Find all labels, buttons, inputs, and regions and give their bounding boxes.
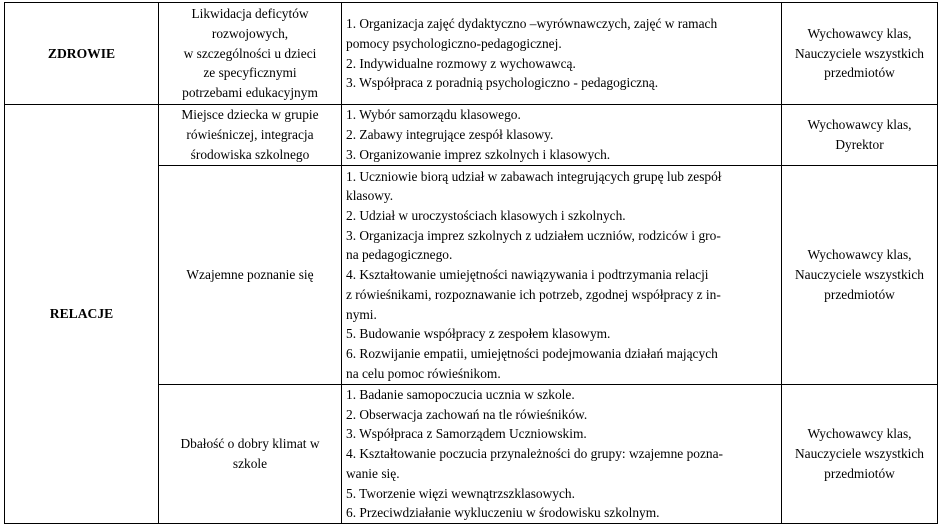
task-item (346, 145, 777, 165)
task-line: na celu pomoc rówieśnikom. (346, 365, 501, 381)
goal-cell (159, 3, 342, 105)
task-line: 2. Zabawy integrujące zespół klasowy. (346, 127, 554, 143)
task-item (346, 324, 777, 344)
tasks-cell (342, 3, 782, 105)
responsible-cell (782, 166, 938, 385)
task-item (346, 484, 777, 504)
responsible-cell (782, 3, 938, 105)
cell-line: Wychowawcy klas, (807, 426, 912, 442)
task-line: 1. Badanie samopoczucia ucznia w szkole. (346, 387, 575, 402)
task-line: 2. Obserwacja zachowań na tle rówieśników. (346, 406, 588, 422)
task-line: 5. Budowanie współpracy z zespołem klasowym. (346, 326, 611, 342)
cell-line: Wychowawcy klas, (807, 117, 912, 133)
cell-line: Wychowawcy klas, (807, 247, 912, 263)
goal-cell (159, 385, 342, 524)
plan-table (4, 2, 938, 524)
task-item (346, 14, 777, 53)
task-line: 5. Tworzenie więzi wewnątrzszklasowych. (346, 485, 575, 501)
table-row (5, 105, 938, 166)
goal-cell (159, 166, 342, 385)
cell-line: przedmiotów (824, 465, 895, 481)
cell-line: Miejsce dziecka w grupie (181, 107, 319, 123)
task-item (346, 167, 777, 206)
tasks-cell (342, 385, 782, 524)
task-line: pomocy psychologiczno-pedagogicznej. (346, 35, 562, 51)
task-line: 2. Udział w uroczystościach klasowych i szkolnych. (346, 208, 626, 224)
task-line: 1. Organizacja zajęć dydaktyczno –wyrównawczych, zajęć w ramach (346, 16, 718, 32)
responsible-cell (782, 105, 938, 166)
task-line: 3. Organizacja imprez szkolnych z udziałem uczniów, rodziców i gro- (346, 227, 721, 243)
cell-line: Dbałość o dobry klimat w (180, 436, 320, 452)
task-item (346, 125, 777, 145)
task-item (346, 265, 777, 324)
task-line: 3. Współpraca z poradnią psychologiczno - pedagogiczną. (346, 75, 659, 91)
tasks-cell (342, 105, 782, 166)
cell-line: rówieśniczej, integracja (186, 127, 314, 143)
task-item (346, 503, 777, 523)
task-line: klasowy. (346, 188, 394, 204)
task-line: z rówieśnikami, rozpoznawanie ich potrzeb, zgodnej współpracy z in- (346, 286, 721, 302)
task-line: 1. Wybór samorządu klasowego. (346, 107, 521, 123)
task-line: wanie się. (346, 465, 400, 481)
cell-line: Dyrektor (835, 137, 884, 152)
task-item (346, 226, 777, 265)
responsible-cell (782, 385, 938, 524)
task-line: 6. Przeciwdziałanie wykluczeniu w środowisku szkolnym. (346, 505, 660, 521)
task-item (346, 424, 777, 444)
cell-line: Nauczyciele wszystkich (794, 446, 925, 462)
task-line: nymi. (346, 306, 377, 322)
cell-line: Likwidacja deficytów (191, 6, 309, 22)
task-line: 4. Kształtowanie umiejętności nawiązywania i podtrzymania relacji (346, 267, 709, 283)
task-line: 4. Kształtowanie poczucia przynależności do grupy: wzajemne pozna- (346, 446, 724, 462)
tasks-cell (342, 166, 782, 385)
cell-line: przedmiotów (824, 65, 895, 81)
task-item (346, 344, 777, 383)
cell-line: rozwojowych, (211, 25, 289, 41)
cell-line: Wychowawcy klas, (807, 25, 912, 41)
area-cell: RELACJE (5, 105, 159, 524)
task-line: 3. Organizowanie imprez szkolnych i klasowych. (346, 146, 611, 162)
cell-line: środowiska szkolnego (190, 146, 310, 162)
task-line: 2. Indywidualne rozmowy z wychowawcą. (346, 55, 576, 71)
task-item (346, 105, 777, 125)
task-item (346, 385, 777, 405)
task-item (346, 54, 777, 74)
table-row (5, 3, 938, 105)
cell-line: potrzebami edukacyjnym (182, 85, 318, 101)
task-line: 3. Współpraca z Samorządem Uczniowskim. (346, 426, 587, 442)
task-item (346, 444, 777, 483)
cell-line: ze specyficznymi (203, 65, 297, 81)
cell-line: przedmiotów (824, 286, 895, 302)
task-line: 6. Rozwijanie empatii, umiejętności podejmowania działań mających (346, 345, 718, 361)
task-item (346, 73, 777, 93)
goal-cell (159, 105, 342, 166)
cell-line: w szczególności u dzieci (183, 45, 317, 61)
task-item (346, 206, 777, 226)
cell-line: Wzajemne poznanie się (186, 267, 314, 283)
cell-line: Nauczyciele wszystkich (794, 267, 925, 283)
area-cell: ZDROWIE (5, 3, 159, 105)
task-line: 1. Uczniowie biorą udział w zabawach integrujących grupę lub zespół (346, 168, 722, 184)
cell-line: Nauczyciele wszystkich (794, 45, 925, 61)
cell-line: szkole (232, 455, 268, 471)
task-item (346, 405, 777, 425)
task-line: na pedagogicznego. (346, 247, 453, 263)
